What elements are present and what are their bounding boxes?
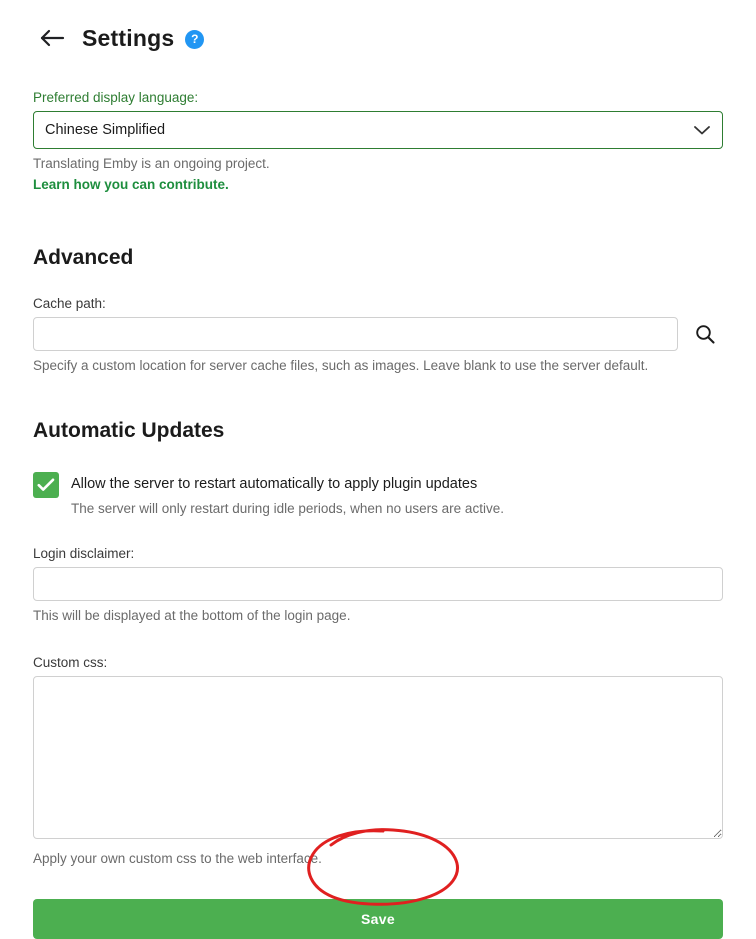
cache-path-row (33, 317, 723, 351)
advanced-section (33, 246, 723, 375)
auto-restart-sub: The server will only restart during idle periods, when no users are active. (71, 500, 504, 516)
arrow-left-icon[interactable] (35, 21, 69, 55)
custom-css-label: Custom css: (33, 654, 108, 670)
login-disclaimer-input[interactable] (33, 567, 723, 601)
help-icon[interactable]: ? (185, 30, 204, 49)
cache-path-help: Specify a custom location for server cache files, such as images. Leave blank to use the server default. (33, 358, 649, 374)
cache-path-label: Cache path: (33, 296, 106, 312)
login-disclaimer-help: This will be displayed at the bottom of the login page. (33, 607, 351, 623)
language-select-wrapper (33, 111, 723, 149)
cache-path-input[interactable] (33, 317, 678, 351)
page-header (33, 0, 723, 70)
custom-css-field (33, 655, 723, 868)
cache-path-field (33, 296, 723, 375)
search-icon[interactable] (688, 317, 722, 351)
save-button[interactable]: Save (33, 899, 723, 939)
automatic-updates-heading: Automatic Updates (33, 419, 225, 443)
save-row (33, 899, 723, 939)
language-help-text: Translating Emby is an ongoing project. (33, 156, 270, 171)
auto-restart-text (71, 471, 504, 515)
language-select[interactable]: Chinese Simplified (33, 111, 723, 149)
auto-restart-row[interactable] (33, 471, 723, 515)
check-icon[interactable] (33, 472, 59, 498)
contribute-link[interactable]: Learn how you can contribute. (33, 177, 229, 193)
login-disclaimer-field (33, 546, 723, 625)
login-disclaimer-label: Login disclaimer: (33, 545, 135, 561)
language-label: Preferred display language: (33, 90, 199, 105)
automatic-updates-section (33, 419, 723, 939)
page-title: Settings (82, 24, 175, 51)
custom-css-help: Apply your own custom css to the web interface. (33, 850, 322, 866)
advanced-heading: Advanced (33, 246, 134, 270)
language-section (33, 90, 723, 194)
custom-css-textarea[interactable] (33, 676, 723, 839)
auto-restart-label: Allow the server to restart automatically to apply plugin updates (71, 476, 478, 493)
